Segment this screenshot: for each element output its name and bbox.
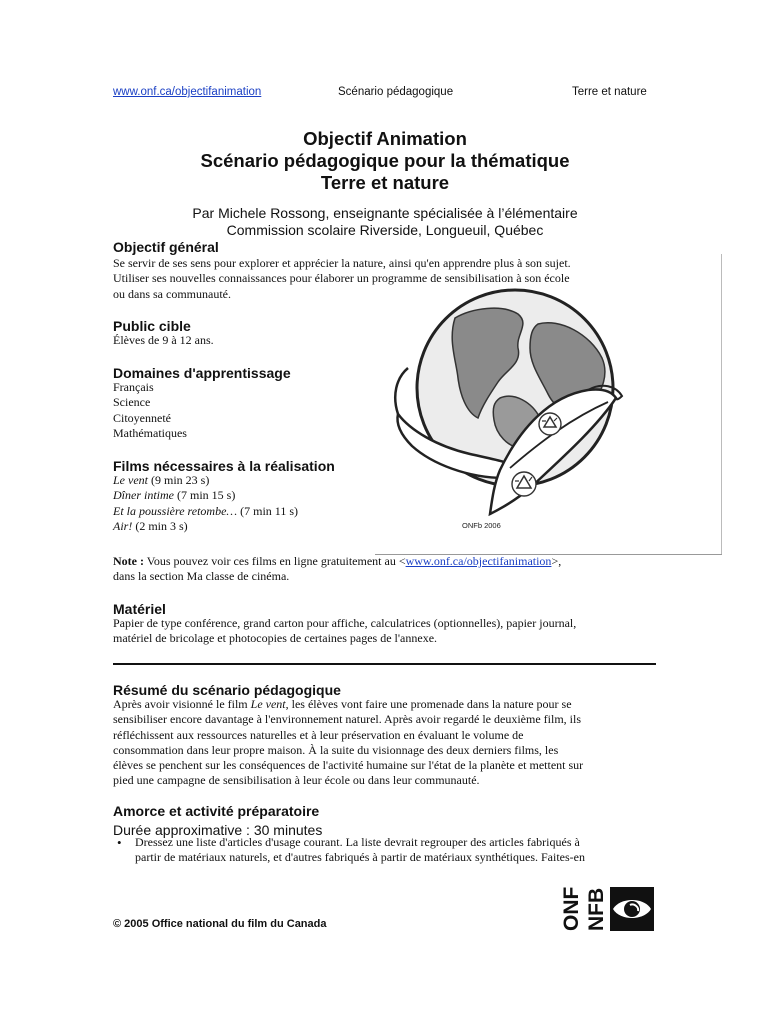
list-item: Citoyenneté bbox=[113, 410, 171, 425]
recycle-icon bbox=[539, 413, 561, 435]
objectif-text bbox=[113, 256, 571, 302]
header-center: Scénario pédagogique bbox=[338, 86, 454, 98]
film-item bbox=[113, 519, 298, 534]
frame-right-line bbox=[721, 254, 722, 554]
resume-line: élèves se penchent sur les conséquences de l'activité humaine sur l'état de la planète et mettent sur bbox=[113, 758, 584, 773]
section-divider bbox=[113, 663, 656, 665]
logo-onf-text: ONF bbox=[560, 886, 583, 931]
resume-film-title: Le vent bbox=[250, 697, 286, 711]
list-item: Français bbox=[113, 380, 154, 394]
resume-line: pied une campagne de sensibilisation à leur école ou dans leur communauté. bbox=[113, 773, 480, 788]
note-text-after: >, bbox=[551, 554, 562, 568]
title-line-3: Terre et nature bbox=[320, 172, 450, 193]
film-duration: (2 min 3 s) bbox=[132, 518, 188, 533]
objectif-line: ou dans sa communauté. bbox=[113, 286, 231, 301]
film-item bbox=[113, 488, 298, 503]
list-item: Mathématiques bbox=[113, 425, 187, 440]
note-line-2: dans la section Ma classe de cinéma. bbox=[113, 569, 290, 584]
resume-line: consommation dans leur propre maison. À la suite du visionnage des deux derniers films, les bbox=[113, 742, 559, 757]
note-link[interactable]: www.onf.ca/objectifanimation bbox=[405, 554, 552, 568]
organization: Commission scolaire Riverside, Longueuil, Québec bbox=[226, 222, 544, 238]
header-right: Terre et nature bbox=[572, 86, 647, 98]
copyright: © 2005 Office national du film du Canada bbox=[113, 918, 327, 930]
section-heading-public: Public cible bbox=[113, 318, 191, 334]
duration-text: Durée approximative : 30 minutes bbox=[113, 822, 323, 838]
earth-illustration bbox=[390, 278, 640, 548]
section-heading-objectif: Objectif général bbox=[113, 239, 219, 255]
note-label: Note : bbox=[113, 554, 144, 568]
logo-nfb-text: NFB bbox=[585, 887, 608, 931]
film-title: Et la poussière retombe… bbox=[113, 503, 238, 518]
film-duration: (9 min 23 s) bbox=[148, 473, 210, 487]
illustration-signature: ONFb 2006 bbox=[462, 521, 501, 530]
objectif-line: Utiliser ses nouvelles connaissances pour élaborer un programme de sensibilisation à son école bbox=[113, 271, 570, 286]
film-item bbox=[113, 473, 298, 488]
eye-icon bbox=[610, 887, 654, 931]
title-line-1: Objectif Animation bbox=[303, 128, 467, 149]
bullet-item bbox=[135, 835, 585, 866]
note-line bbox=[113, 554, 561, 569]
section-heading-resume: Résumé du scénario pédagogique bbox=[113, 682, 341, 698]
film-duration: (7 min 11 s) bbox=[237, 503, 298, 518]
resume-line: sensibiliser encore davantage à l'environnement naturel. Après avoir regardé le deuxième film, ils bbox=[113, 712, 581, 727]
film-duration: (7 min 15 s) bbox=[174, 488, 236, 503]
film-item bbox=[113, 504, 298, 519]
resume-line: réfléchissent aux ressources naturelles et à leur préservation en évaluant le volume de bbox=[113, 727, 524, 742]
domaines-list bbox=[113, 380, 187, 441]
list-item: Science bbox=[113, 395, 151, 410]
public-text: Élèves de 9 à 12 ans. bbox=[113, 333, 214, 347]
film-title: Dîner intime bbox=[113, 488, 174, 503]
resume-line bbox=[113, 697, 583, 712]
bullet-icon: • bbox=[117, 835, 122, 850]
header-link[interactable]: www.onf.ca/objectifanimation bbox=[113, 86, 262, 98]
title-line-2: Scénario pédagogique pour la thématique bbox=[200, 150, 570, 171]
objectif-line: Se servir de ses sens pour explorer et apprécier la nature, ainsi qu'en apprendre plus à son sujet. bbox=[113, 256, 571, 270]
section-heading-amorce: Amorce et activité préparatoire bbox=[113, 803, 320, 819]
resume-text-start: Après avoir visionné le film bbox=[113, 697, 251, 711]
recycle-icon bbox=[512, 472, 536, 496]
section-heading-domaines: Domaines d'apprentissage bbox=[113, 365, 291, 381]
bullet-line: Dressez une liste d'articles d'usage courant. La liste devrait regrouper des articles fabriqués à bbox=[135, 835, 580, 849]
resume-text bbox=[113, 697, 583, 789]
resume-text-cont: , les élèves vont faire une promenade dans la nature pour se bbox=[285, 697, 572, 711]
note-text: Vous pouvez voir ces films en ligne gratuitement au < bbox=[143, 554, 406, 568]
bullet-line: partir de matériaux naturels, et d'autres fabriqués à partir de matériaux synthétiques. Faites-en bbox=[135, 850, 585, 865]
title-block bbox=[100, 128, 670, 239]
swoosh-tail bbox=[395, 368, 408, 414]
author: Par Michele Rossong, enseignante spécialisée à l’élémentaire bbox=[192, 205, 578, 221]
film-title: Le vent bbox=[113, 473, 148, 487]
materiel-line: Papier de type conférence, grand carton pour affiche, calculatrices (optionnelles), papier journal, bbox=[113, 616, 577, 630]
materiel-line: matériel de bricolage et photocopies de certaines pages de l'annexe. bbox=[113, 631, 438, 646]
section-heading-materiel: Matériel bbox=[113, 601, 166, 617]
films-list bbox=[113, 473, 298, 534]
film-title: Air! bbox=[113, 518, 133, 533]
note-paragraph bbox=[113, 554, 561, 585]
onf-nfb-logo bbox=[556, 885, 656, 933]
section-heading-films: Films nécessaires à la réalisation bbox=[113, 458, 335, 474]
materiel-text bbox=[113, 616, 576, 647]
